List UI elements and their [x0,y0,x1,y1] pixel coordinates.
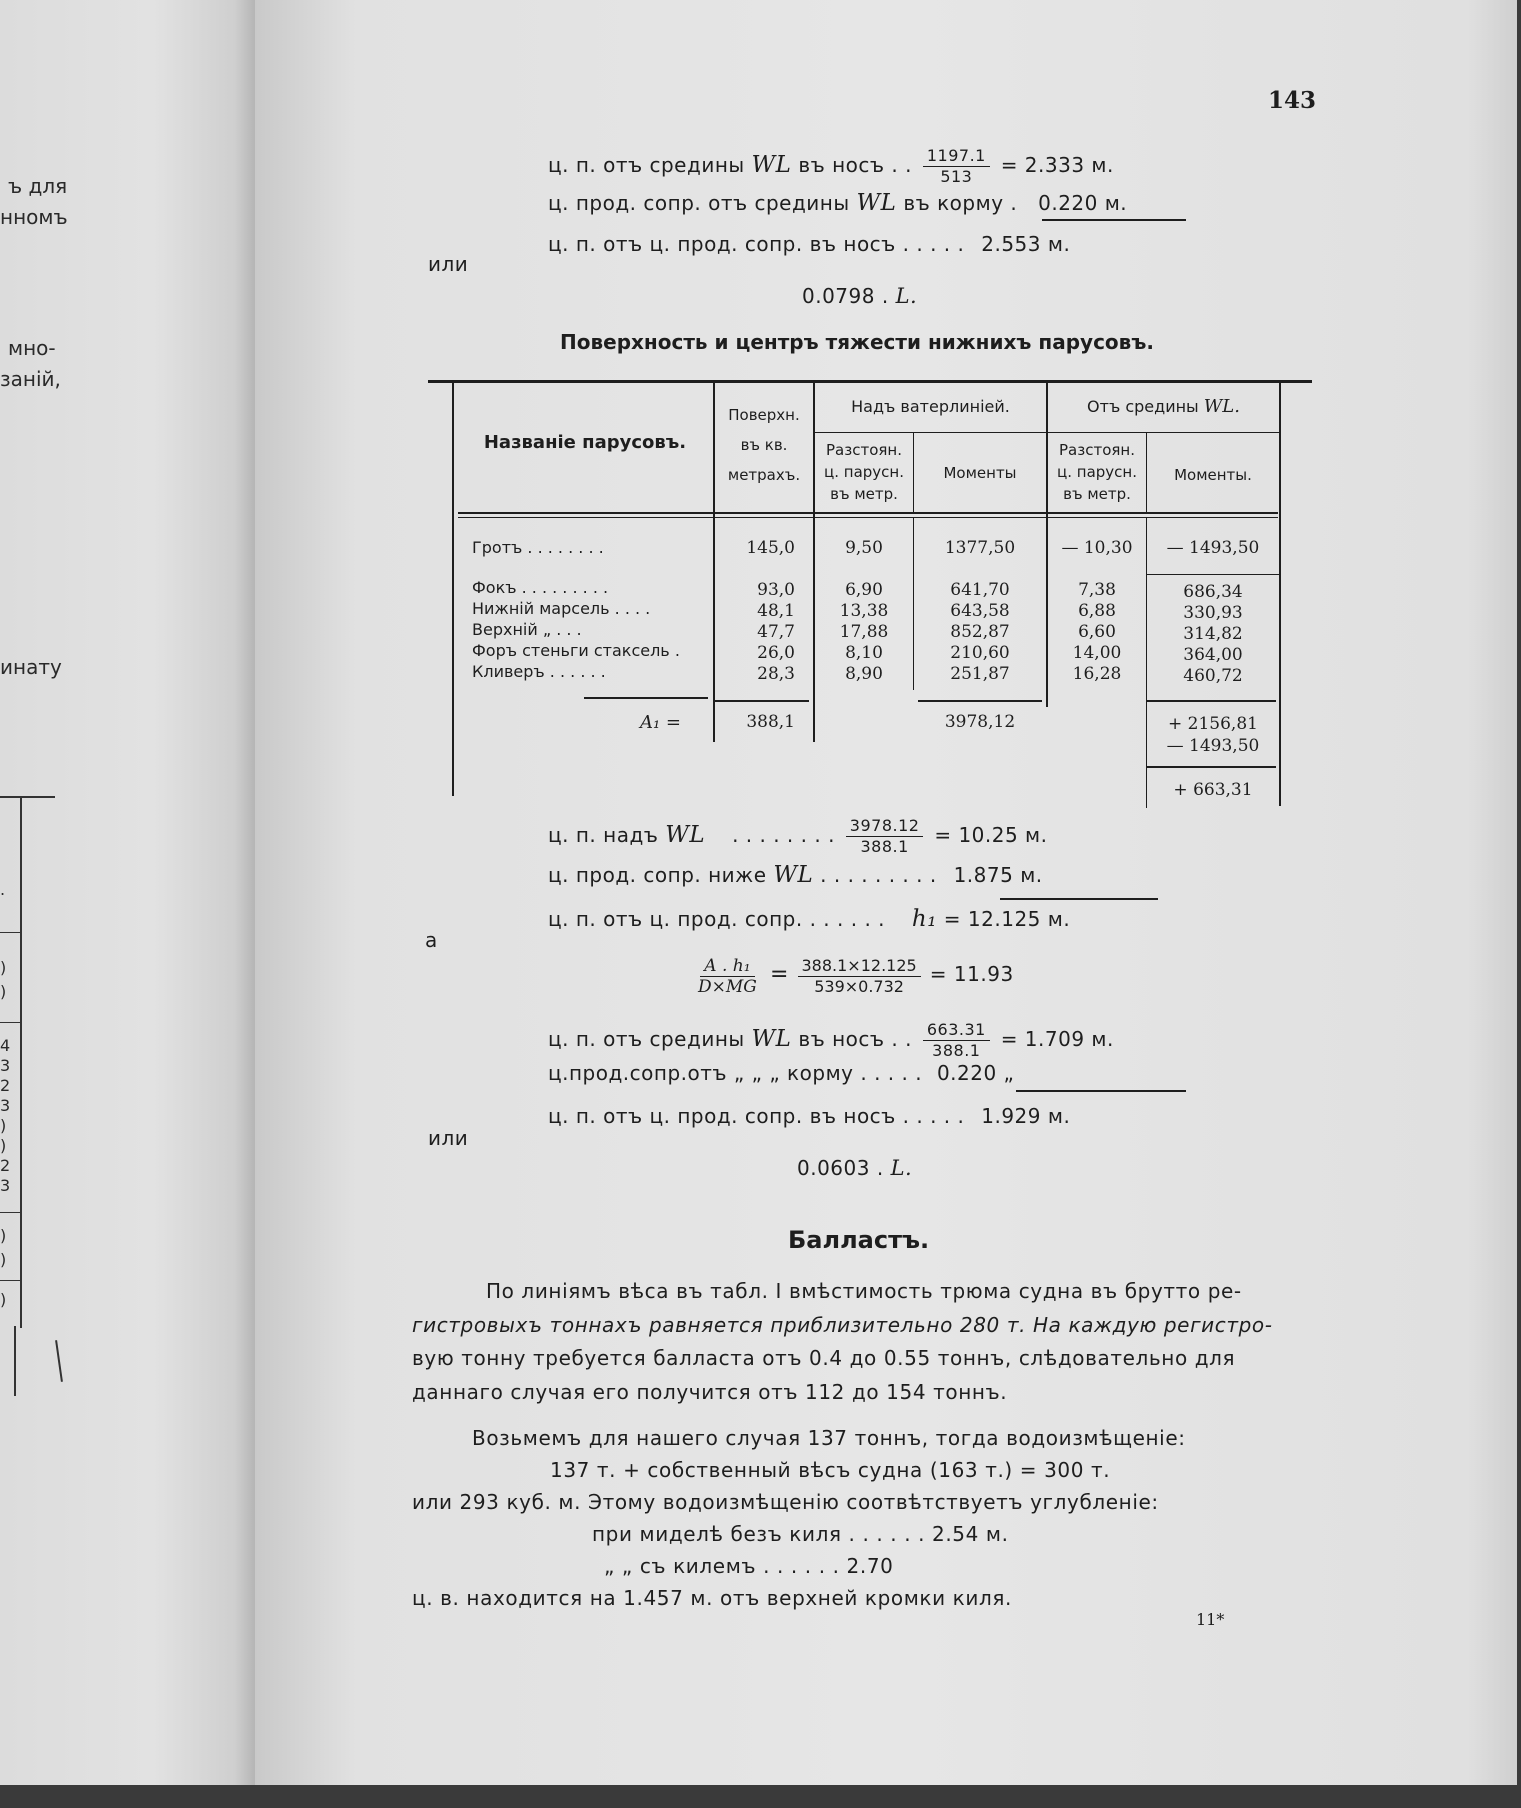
left-edge-digit: ) [0,982,7,1001]
wl-symbol: WL [773,862,814,888]
cell-area: 93,0 [757,580,795,600]
table-rule [1048,432,1279,433]
left-column-line [14,1326,16,1396]
sail-name: Фокъ . . . . . . . . . [472,578,609,597]
cell-dist-moment: 460,72 [1183,666,1243,686]
cell-area: 48,1 [757,601,795,621]
left-edge-digit: ) [0,1226,7,1245]
ratio: 0.0798 . L. [802,284,918,308]
fraction: $\frac{1197.1}{513}$ [923,146,990,187]
left-page [0,0,255,1785]
left-edge-digit: 2 [0,1076,11,1095]
sail-name: Форъ стеньги стаксель . [472,641,680,660]
left-edge-digit: ) [0,1116,7,1135]
table-rule [815,432,1046,433]
body-line: вую тонну требуется балласта отъ 0.4 до 0.55 тоннъ, слѣдовательно для [412,1346,1236,1370]
left-rule [0,932,20,933]
header-rule [458,512,1278,514]
cell-dist-moment: — 1493,50 [1166,538,1260,558]
col-header-name: Названіе парусовъ. [483,432,687,453]
left-rule [0,1280,20,1281]
left-edge-digit: ) [0,958,7,977]
sum-rule [1042,219,1186,221]
cell-dist: 6,88 [1078,601,1116,621]
signature-mark: 11* [1196,1610,1225,1629]
total-rule [713,700,809,702]
left-fragment: мно- [8,336,56,360]
cell-area: 145,0 [746,538,795,558]
total-rule [584,697,708,699]
left-column-line [20,798,22,1328]
left-rule [0,1022,20,1023]
cell-height: 8,90 [845,664,883,684]
left-edge-digit: ) [0,1290,7,1309]
calc-line: ц. п. отъ средины WL въ носъ . . $\frac{1197.1}{513}$ = 2.333 м. [548,146,1114,186]
body-line: при миделѣ безъ киля . . . . . . 2.54 м. [592,1522,1009,1546]
cell-height: 13,38 [839,601,889,621]
cell-dist-moment: 314,82 [1183,624,1243,644]
calc-line: ц. прод. сопр. отъ средины WL въ корму . 0.220 м. [548,190,1128,216]
left-edge-digit: 3 [0,1176,11,1195]
table-border [1279,382,1281,806]
col-header-moments: Моменты [943,464,1017,482]
cell-height: 6,90 [845,580,883,600]
total-minus: — 1493,50 [1166,736,1260,756]
calc-line: ц. п. надъ WL . . . . . . . . $\frac{3978.12}{388.1}$ = 10.25 м. [548,816,1048,856]
body-line: даннаго случая его получится отъ 112 до 154 тоннъ. [412,1380,1008,1404]
cell-dist: 7,38 [1078,580,1116,600]
sum-rule [1000,898,1158,900]
sail-name: Кливеръ . . . . . . [472,662,606,681]
table-border [452,382,454,796]
sail-name: Нижній марсель . . . . [472,599,651,618]
body-line: ц. в. находится на 1.457 м. отъ верхней кромки киля. [412,1586,1012,1610]
cell-area: 28,3 [757,664,795,684]
page-number: 143 [1268,87,1317,114]
left-mark [55,1340,63,1382]
col-header-moments2: Моменты. [1174,466,1252,484]
sum-rule [1016,1090,1186,1092]
table-rule [1146,574,1279,575]
col-header-dist: Разстоян. ц. парусн. въ метр. [824,441,904,503]
table-border [813,382,815,742]
fraction: $\frac{663.31}{388.1}$ [923,1020,990,1061]
left-edge-digit: 3 [0,1056,11,1075]
body-line: 137 т. + собственный вѣсъ судна (163 т.) = 300 т. [550,1458,1111,1482]
wl-symbol: WL [665,822,706,848]
body-line: или 293 куб. м. Этому водоизмѣщенію соотвѣтствуетъ углубленіе: [412,1490,1159,1514]
section-title: Балластъ. [788,1226,930,1254]
calc-line: ц. прод. сопр. ниже WL . . . . . . . . . 1.875 м. [548,862,1043,888]
calc-line: ц. п. отъ ц. прод. сопр. въ носъ . . . . . 1.929 м. [548,1104,1071,1128]
body-line: По линіямъ вѣса въ табл. I вмѣстимость трюма судна въ брутто ре- [486,1279,1242,1303]
col-header-above-wl: Надъ ватерлиніей. [851,397,1010,416]
cell-dist: — 10,30 [1061,538,1133,558]
left-edge-digit: ) [0,1250,7,1269]
total-rule [1146,700,1276,702]
cell-dist: 16,28 [1072,664,1122,684]
fraction: $\frac{3978.12}{388.1}$ [846,816,924,857]
col-header-from-mid: Отъ средины WL. [1087,396,1240,417]
left-rule [0,1212,20,1213]
total-rule [1146,766,1276,768]
or-word: или [428,1126,469,1150]
left-rule [0,796,55,798]
calc-line: ц. п. отъ ц. прод. сопр. въ носъ . . . . . 2.553 м. [548,232,1071,256]
cell-height-moment: 210,60 [950,643,1010,663]
wl-symbol: WL [856,190,897,216]
total-plus: + 2156,81 [1168,714,1258,734]
total-result: + 663,31 [1173,780,1253,800]
sail-name: Верхній „ . . . [472,620,582,639]
left-edge-digit: ) [0,1136,7,1155]
wl-symbol: WL [751,1026,792,1052]
cell-height: 9,50 [845,538,883,558]
left-edge-digit: 4 [0,1036,11,1055]
left-edge-digit: 2 [0,1156,11,1175]
cell-area: 26,0 [757,643,795,663]
stability-formula: $\frac{\text{A . h₁}}{D\times MG}$ = $\frac{388.1\times 12.125}{539\times 0.732}$ = 11.93 [698,956,1014,997]
or-word: или [428,252,469,276]
cell-dist: 6,60 [1078,622,1116,642]
total-area: 388,1 [746,712,795,732]
a-word: а [425,928,438,952]
left-fragment: нномъ [0,205,68,229]
total-rule [918,700,1042,702]
calc-line: ц.прод.сопр.отъ „ „ „ корму . . . . . 0.220 „ [548,1061,1015,1085]
table-top-rule [428,380,1312,383]
wl-symbol: WL [751,152,792,178]
left-fragment: ъ для [8,174,68,198]
cell-dist-moment: 330,93 [1183,603,1243,623]
ratio: 0.0603 . L. [797,1156,913,1180]
header-rule [458,517,1278,518]
body-line: „ „ съ килемъ . . . . . . 2.70 [604,1554,894,1578]
cell-height-moment: 641,70 [950,580,1010,600]
cell-height: 17,88 [839,622,889,642]
cell-height-moment: 852,87 [950,622,1010,642]
body-line: гистровыхъ тоннахъ равняется приблизительно 280 т. На каждую регистро- [412,1313,1273,1337]
body-line: Возьмемъ для нашего случая 137 тоннъ, тогда водоизмѣщеніе: [472,1426,1186,1450]
cell-height-moment: 643,58 [950,601,1010,621]
table-title: Поверхность и центръ тяжести нижнихъ парусовъ. [560,330,1154,354]
cell-area: 47,7 [757,622,795,642]
cell-dist-moment: 686,34 [1183,582,1243,602]
total-label: A₁ = [640,712,682,733]
cell-dist-moment: 364,00 [1183,645,1243,665]
left-fragment: заній, [0,367,61,391]
cell-height-moment: 1377,50 [944,538,1016,558]
left-edge-digit: . [0,880,6,899]
col-header-area: Поверхн. въ кв. метрахъ. [727,406,801,484]
sail-name: Гротъ . . . . . . . . [472,538,604,557]
cell-height-moment: 251,87 [950,664,1010,684]
cell-height: 8,10 [845,643,883,663]
cell-dist: 14,00 [1072,643,1122,663]
left-edge-digit: 3 [0,1096,11,1115]
calc-line: ц. п. отъ ц. прод. сопр. . . . . . . h₁ = 12.125 м. [548,906,1071,932]
total-height-moment: 3978,12 [944,712,1016,732]
left-fragment: инату [0,655,62,679]
calc-line: ц. п. отъ средины WL въ носъ . . $\frac{663.31}{388.1}$ = 1.709 м. [548,1020,1114,1060]
col-header-dist2: Разстоян. ц. парусн. въ метр. [1057,441,1137,503]
